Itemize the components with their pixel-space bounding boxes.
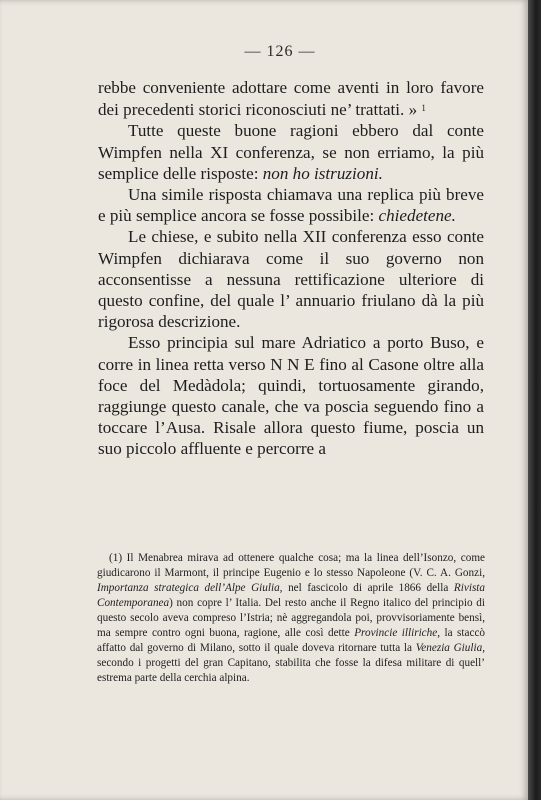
paragraph-3 <box>98 184 484 226</box>
footnote-text-4: la staccò affatto dal governo di Milano, sotto il quale doveva ritornare tutta la <box>97 627 485 654</box>
footnote-title-4: Venezia Giulia, <box>415 642 485 654</box>
paragraph-4: Le chiese, e subito nella XII conferenza esso conte Wimpfen dichiarava come il suo governo non acconsentisse a nessuna rettificazione ulteriore di questo confine, del quale l’ annuario friulano dà la più rigorosa descrizione. <box>98 227 484 332</box>
footnote-title-1: Importanza strategica dell’Alpe Giulia, <box>97 582 283 594</box>
paragraph-3-text: Una simile risposta chiamava una replica più breve e più semplice ancora se fosse possibile: <box>98 185 484 226</box>
paragraph-5: Esso principia sul mare Adriatico a porto Buso, e corre in linea retta verso N N E fino al Casone oltre alla foce del Medàdola; quindi, tortuosamente girando, raggiunge questo canale, che va poscia seguendo fino a toccare l’Ausa. Risale allora questo fiume, poscia un suo piccolo affluente e percorre a <box>98 333 484 459</box>
footnote-text-1: Il Menabrea mirava ad ottenere qualche cosa; ma la linea dell’Isonzo, come giudicarono il Marmont, il principe Eugenio e lo stesso Napoleone (V. C. A. Gonzi, <box>97 552 485 579</box>
paragraph-3-emphasis: chiedetene. <box>378 206 456 226</box>
paragraph-1 <box>98 77 484 120</box>
page-edge-shadow <box>528 0 541 800</box>
footnote-text-3: ) non copre l’ Italia. Del resto anche il Regno italico del principio di questo secolo aveva compreso l’Istria; nè aggregandola poi, provvisoriamente bensì, ma sempre contro ogni buona, ragione, alle così dette <box>97 597 485 639</box>
footnote-text-5: secondo i progetti del gran Capitano, stabilita che fosse la difesa militare di quell’ estrema parte della cerchia alpina. <box>97 657 485 684</box>
footnote-title-3: Provincie illiriche, <box>354 627 440 639</box>
footnote-text-2: nel fascicolo di aprile 1866 della <box>282 582 454 594</box>
paragraph-2-text: Tutte queste buone ragioni ebbero dal conte Wimpfen nella XI conferenza, se non erriamo, la più semplice delle risposte: <box>98 121 484 183</box>
footnote-marker: (1) <box>109 552 123 564</box>
paragraph-1-text: rebbe conveniente adottare come aventi in loro favore dei precedenti storici riconosciuti ne’ trattati. » <box>98 78 484 120</box>
paragraph-2-emphasis: non ho istruzioni. <box>262 163 383 183</box>
footnote-reference[interactable]: 1 <box>421 103 426 114</box>
main-text <box>98 77 484 460</box>
footnote-title-2: Rivista Contemporanea <box>97 582 485 609</box>
page-number: — 126 — <box>244 43 316 60</box>
footnote <box>97 551 485 686</box>
paragraph-2 <box>98 120 484 184</box>
